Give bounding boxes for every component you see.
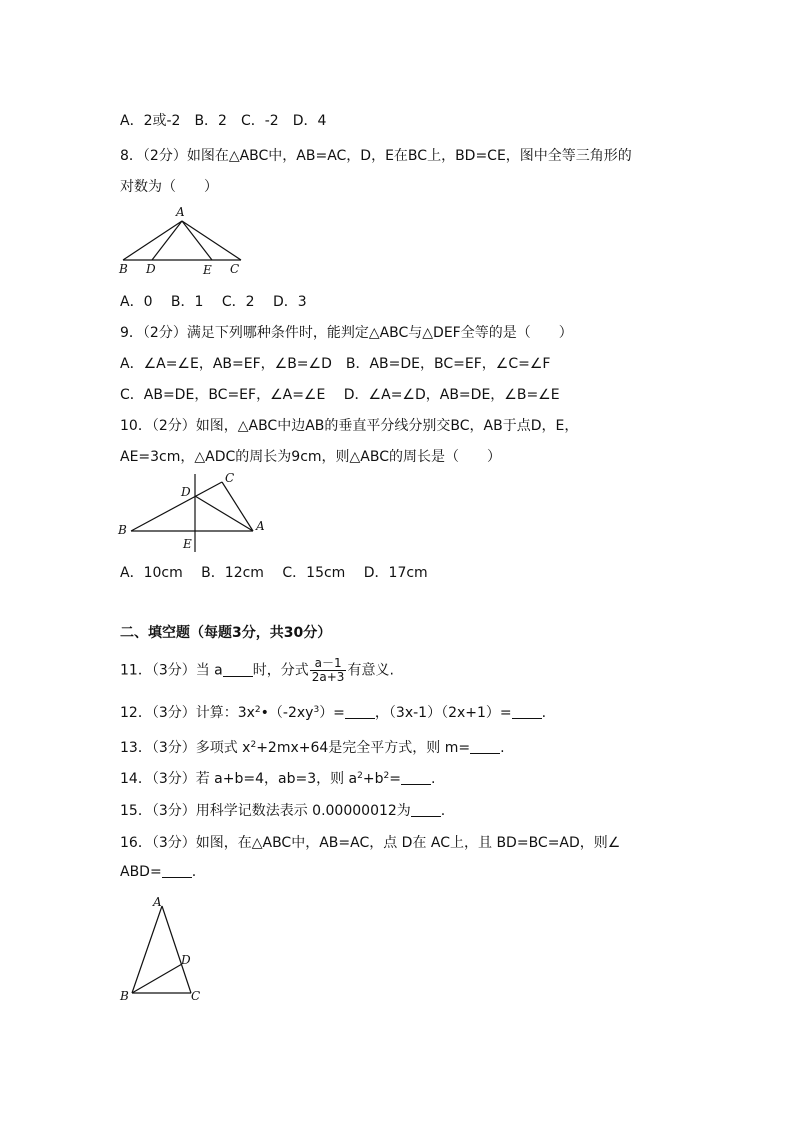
q12-answer-blank-2[interactable] <box>512 704 542 719</box>
q8-segment-ad <box>152 221 182 260</box>
q8-label-a: A <box>176 205 185 219</box>
q12-answer-blank-1[interactable] <box>345 704 375 719</box>
q16-answer-blank[interactable] <box>162 863 192 878</box>
q14-exponent-1: 2 <box>357 771 363 781</box>
q8-figure <box>115 203 250 278</box>
q8-stem-line1: 8．（2分）如图在△ABC中，AB=AC，D，E在BC上，BD=CE，图中全等三角形的 <box>120 148 632 164</box>
q8-side-ab <box>123 221 182 260</box>
q13 <box>120 737 505 757</box>
q8-segment-ae <box>182 221 212 260</box>
q12-mid-1: •（-2xy <box>260 705 314 721</box>
q16-side-ab <box>132 906 162 993</box>
q10-side-ca <box>222 482 253 531</box>
q16-line2-pre: ABD= <box>120 864 162 880</box>
q11-fraction <box>310 657 347 684</box>
q16-label-c: C <box>191 989 201 1003</box>
q9-options-cd: C．AB=DE，BC=EF，∠A=∠E D．∠A=∠D，AB=DE，∠B=∠E <box>120 387 560 403</box>
q16-figure <box>115 892 215 1004</box>
q10-segment-ad <box>195 496 253 531</box>
q12-exponent-2: 3 <box>313 705 320 715</box>
q8-stem-line2: 对数为（ ） <box>120 179 218 195</box>
q10-label-d: D <box>181 485 191 499</box>
q10-stem-line2: AE=3cm，△ADC的周长为9cm，则△ABC的周长是（ ） <box>120 449 502 465</box>
q11-fraction-denominator: 2a+3 <box>311 670 345 684</box>
q16-label-d: D <box>181 953 191 967</box>
q14-answer-blank[interactable] <box>401 770 431 785</box>
q13-exponent: 2 <box>250 740 257 750</box>
q7-options: A．2或-2 B．2 C．-2 D．4 <box>120 113 327 129</box>
q10-options: A．10cm B．12cm C．15cm D．17cm <box>120 565 428 581</box>
q9-options-ab: A．∠A=∠E，AB=EF，∠B=∠D B．AB=DE，BC=EF，∠C=∠F <box>120 356 551 372</box>
q11-answer-blank[interactable] <box>223 662 253 677</box>
q12 <box>120 702 546 722</box>
q14-pre: 14．（3分）若 a+b=4，ab=3，则 a <box>120 771 358 787</box>
q16-stem-line1: 16．（3分）如图，在△ABC中，AB=AC，点 D在 AC上，且 BD=BC=AD，则∠ <box>120 835 621 851</box>
q10-side-bc <box>131 482 222 531</box>
section-2-title: 二、填空题（每题3分，共30分） <box>120 625 332 641</box>
q10-stem-line1: 10．（2分）如图，△ABC中边AB的垂直平分线分别交BC，AB于点D，E， <box>120 418 579 434</box>
q12-mid-2: ）= <box>319 705 345 721</box>
q12-pre: 12．（3分）计算：3x <box>120 705 255 721</box>
q14 <box>120 768 435 788</box>
q14-post: . <box>430 771 436 787</box>
q15-pre: 15．（3分）用科学记数法表示 0.00000012为 <box>120 803 411 819</box>
q16-segment-bd <box>132 964 182 993</box>
q8-label-b: B <box>119 262 128 276</box>
q15-answer-blank[interactable] <box>411 802 441 817</box>
q11-pre: 11．（3分）当 a <box>120 662 223 679</box>
q16-label-a: A <box>153 895 162 909</box>
q8-side-ac <box>182 221 241 260</box>
q11-mid: 时，分式 <box>252 662 309 679</box>
q10-label-c: C <box>225 471 235 485</box>
q8-label-c: C <box>230 262 240 276</box>
q8-label-e: E <box>203 263 212 277</box>
q14-mid-2: = <box>389 771 401 787</box>
q15-post: . <box>440 803 446 819</box>
q13-answer-blank[interactable] <box>470 739 500 754</box>
q16-stem-line2 <box>120 863 196 880</box>
q10-label-b: B <box>118 523 127 537</box>
q10-label-a: A <box>256 519 265 533</box>
q12-mid-3: ，（3x-1）（2x+1）= <box>374 705 512 721</box>
q13-mid: +2mx+64是完全平方式，则 m= <box>256 740 471 756</box>
q11-fraction-numerator: a－1 <box>310 657 347 671</box>
q11 <box>120 657 394 684</box>
q10-figure <box>115 468 275 556</box>
q12-exponent-1: 2 <box>254 705 261 715</box>
q12-post: . <box>541 705 547 721</box>
q14-exponent-2: 2 <box>383 771 390 781</box>
q13-post: . <box>500 740 505 756</box>
q15 <box>120 800 445 820</box>
q9-stem: 9．（2分）满足下列哪种条件时，能判定△ABC与△DEF全等的是（ ） <box>120 325 573 341</box>
q8-label-d: D <box>146 262 156 276</box>
q16-side-ac <box>162 906 191 993</box>
q13-pre: 13．（3分）多项式 x <box>120 740 251 756</box>
q14-mid: +b <box>362 771 384 787</box>
q11-post: 有意义. <box>347 662 394 679</box>
q16-line2-post: . <box>191 864 197 880</box>
q10-label-e: E <box>183 537 192 551</box>
q16-label-b: B <box>120 989 129 1003</box>
q8-options: A．0 B．1 C．2 D．3 <box>120 294 307 310</box>
